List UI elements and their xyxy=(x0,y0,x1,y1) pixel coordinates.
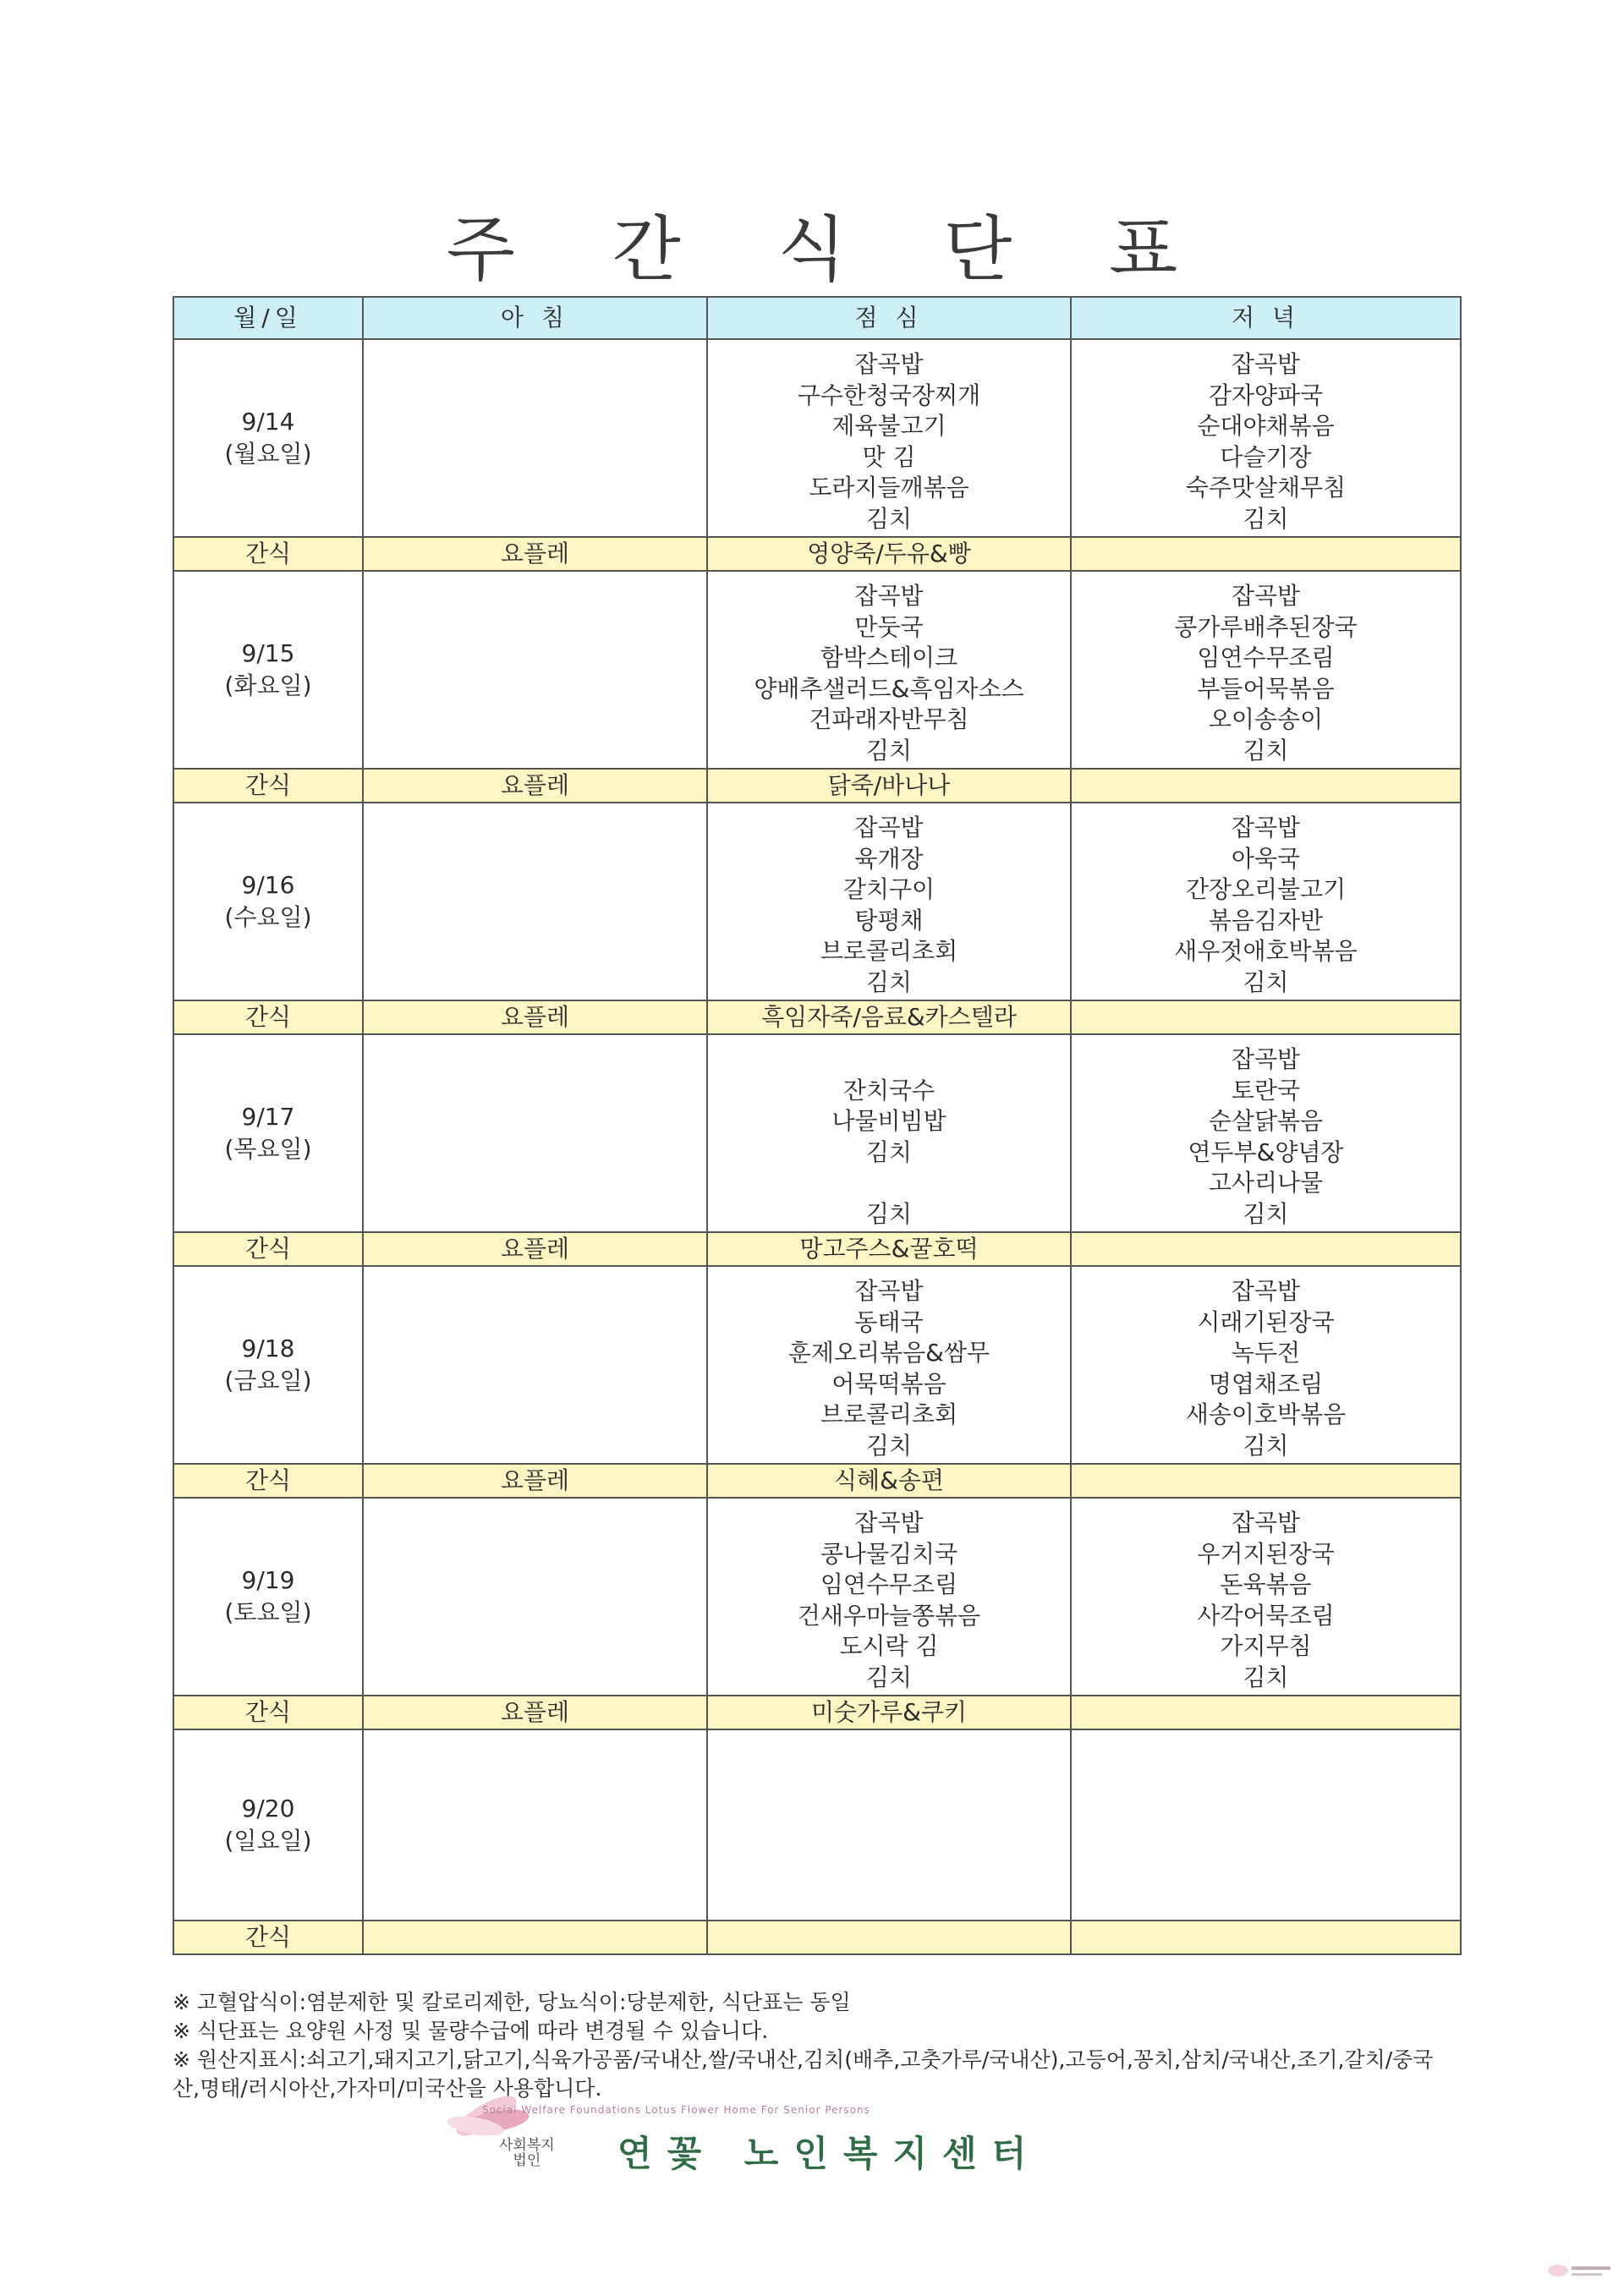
day-row xyxy=(173,339,1461,537)
lunch-cell xyxy=(707,1266,1071,1464)
lunch-item: 양배추샐러드&흑임자소스 xyxy=(754,674,1024,703)
snack-evening xyxy=(1071,1232,1461,1266)
snack-afternoon: 닭죽/바나나 xyxy=(707,769,1071,803)
snack-afternoon: 흑임자죽/음료&카스텔라 xyxy=(707,1000,1071,1034)
snack-morning: 요플레 xyxy=(363,537,707,571)
date-label: 9/18 xyxy=(241,1334,295,1362)
snack-label: 간식 xyxy=(173,1464,363,1498)
lunch-item: 잡곡밥 xyxy=(854,582,924,610)
lunch-item: 잔치국수 xyxy=(842,1076,935,1104)
dinner-cell xyxy=(1071,1266,1461,1464)
snack-row xyxy=(173,537,1461,571)
breakfast-cell xyxy=(363,571,707,769)
weekly-menu-table xyxy=(173,296,1462,1955)
footer-center-name: 연꽃 노인복지센터 xyxy=(617,2133,1042,2174)
dinner-item: 순대야채볶음 xyxy=(1197,412,1335,440)
lunch-item: 맛 김 xyxy=(862,442,916,471)
snack-label: 간식 xyxy=(173,1000,363,1034)
snack-afternoon xyxy=(707,1921,1071,1954)
snack-row xyxy=(173,1000,1461,1034)
dinner-cell xyxy=(1071,339,1461,537)
lunch-item: 잡곡밥 xyxy=(854,814,924,841)
snack-morning: 요플레 xyxy=(363,1696,707,1729)
lunch-item: 브로콜리초회 xyxy=(820,1400,958,1428)
note-change: ※ 식단표는 요양원 사정 및 물량수급에 따라 변경될 수 있습니다. xyxy=(173,2019,769,2043)
snack-morning: 요플레 xyxy=(363,1464,707,1498)
footer-english-name: Social Welfare Foundations Lotus Flower Home For Senior Persons xyxy=(482,2104,870,2116)
lunch-cell xyxy=(707,803,1071,1000)
dinner-item: 숙주맛살채무침 xyxy=(1185,474,1347,501)
lunch-item: 만둣국 xyxy=(854,612,924,641)
snack-afternoon: 망고주스&꿀호떡 xyxy=(707,1232,1071,1266)
lunch-item: 어묵떡볶음 xyxy=(831,1369,946,1398)
date-cell xyxy=(173,1729,363,1921)
breakfast-cell xyxy=(363,1034,707,1232)
dinner-item: 김치 xyxy=(1243,967,1289,996)
dinner-item: 임연수무조림 xyxy=(1197,644,1335,671)
dinner-cell xyxy=(1071,803,1461,1000)
dinner-item: 토란국 xyxy=(1231,1076,1301,1104)
lunch-item: 훈제오리볶음&쌈무 xyxy=(787,1339,990,1367)
dinner-item: 잡곡밥 xyxy=(1231,350,1301,378)
snack-morning: 요플레 xyxy=(363,1232,707,1266)
corner-watermark xyxy=(1546,2258,1614,2287)
snack-row xyxy=(173,1232,1461,1266)
dinner-item: 잡곡밥 xyxy=(1231,1509,1301,1537)
header-date: 월/일 xyxy=(173,297,363,339)
dinner-item: 부들어묵볶음 xyxy=(1197,674,1335,703)
weekday-label: (일요일) xyxy=(224,1827,312,1855)
lunch-item: 제육불고기 xyxy=(831,412,946,440)
lunch-item: 건새우마늘쫑볶음 xyxy=(797,1601,981,1630)
weekday-label: (금요일) xyxy=(224,1367,312,1395)
snack-evening xyxy=(1071,1921,1461,1954)
weekday-label: (수요일) xyxy=(224,903,312,931)
dinner-item: 잡곡밥 xyxy=(1231,814,1301,841)
day-row xyxy=(173,571,1461,769)
footer-legal-top: 사회복지 xyxy=(499,2137,555,2154)
dinner-item: 아욱국 xyxy=(1231,844,1301,873)
dinner-item: 순살닭볶음 xyxy=(1208,1107,1324,1135)
dinner-item: 김치 xyxy=(1243,1663,1289,1691)
lunch-item: 잡곡밥 xyxy=(854,1277,924,1305)
lunch-item: 김치 xyxy=(865,1137,913,1166)
dinner-item: 감자양파국 xyxy=(1208,381,1324,409)
date-label: 9/15 xyxy=(241,639,295,667)
dinner-item: 김치 xyxy=(1243,1431,1289,1460)
dinner-item: 새송이호박볶음 xyxy=(1185,1400,1347,1428)
watermark-logo-icon xyxy=(1546,2258,1614,2283)
dinner-item: 가지무침 xyxy=(1220,1632,1312,1660)
snack-afternoon: 식혜&송편 xyxy=(707,1464,1071,1498)
lunch-item: 김치 xyxy=(865,1663,913,1691)
lunch-item: 도라지들깨볶음 xyxy=(809,474,969,501)
weekday-label: (월요일) xyxy=(224,440,312,468)
dinner-cell xyxy=(1071,1498,1461,1696)
date-cell xyxy=(173,339,363,537)
snack-label: 간식 xyxy=(173,1696,363,1729)
date-label: 9/17 xyxy=(241,1103,295,1131)
weekday-label: (토요일) xyxy=(224,1598,312,1626)
dinner-item: 녹두전 xyxy=(1231,1339,1301,1367)
day-row xyxy=(173,1729,1461,1921)
menu-table-body xyxy=(173,297,1461,1954)
snack-evening xyxy=(1071,537,1461,571)
dinner-item: 김치 xyxy=(1243,504,1289,533)
dinner-item: 사각어묵조림 xyxy=(1197,1601,1335,1630)
dinner-cell xyxy=(1071,1034,1461,1232)
date-cell xyxy=(173,803,363,1000)
breakfast-cell xyxy=(363,803,707,1000)
lunch-cell xyxy=(707,1498,1071,1696)
header-breakfast: 아 침 xyxy=(363,297,707,339)
dinner-item: 연두부&양념장 xyxy=(1188,1137,1344,1166)
snack-row xyxy=(173,769,1461,803)
date-cell xyxy=(173,1266,363,1464)
snack-label: 간식 xyxy=(173,769,363,803)
lunch-item: 김치 xyxy=(865,1199,913,1228)
lunch-cell xyxy=(707,571,1071,769)
lunch-item: 동태국 xyxy=(854,1307,924,1336)
dinner-item: 김치 xyxy=(1243,1199,1289,1228)
lunch-item: 구수한청국장찌개 xyxy=(797,381,981,409)
day-row xyxy=(173,803,1461,1000)
lunch-item: 임연수무조림 xyxy=(820,1570,958,1598)
dinner-item: 돈육볶음 xyxy=(1220,1570,1312,1598)
lunch-cell xyxy=(707,1034,1071,1232)
snack-evening xyxy=(1071,769,1461,803)
lunch-item: 콩나물김치국 xyxy=(820,1539,958,1568)
snack-afternoon: 영양죽/두유&빵 xyxy=(707,537,1071,571)
weekday-label: (목요일) xyxy=(224,1135,312,1163)
lunch-item: 건파래자반무침 xyxy=(809,705,969,733)
dinner-item: 시래기된장국 xyxy=(1197,1307,1335,1336)
page-title: 주 간 식 단 표 xyxy=(446,208,1215,291)
lunch-item: 나물비빔밥 xyxy=(831,1107,946,1135)
snack-label: 간식 xyxy=(173,1921,363,1954)
snack-evening xyxy=(1071,1696,1461,1729)
lunch-item xyxy=(708,1168,1070,1199)
snack-morning: 요플레 xyxy=(363,1000,707,1034)
breakfast-cell xyxy=(363,1729,707,1921)
dinner-item: 잡곡밥 xyxy=(1231,582,1301,610)
breakfast-cell xyxy=(363,339,707,537)
date-cell xyxy=(173,571,363,769)
snack-morning: 요플레 xyxy=(363,769,707,803)
dinner-item: 다슬기장 xyxy=(1220,442,1312,471)
snack-label: 간식 xyxy=(173,1232,363,1266)
date-label: 9/16 xyxy=(241,871,295,899)
header-lunch: 점 심 xyxy=(707,297,1071,339)
dinner-item: 콩가루배추된장국 xyxy=(1174,612,1358,641)
weekday-label: (화요일) xyxy=(224,671,312,699)
day-row xyxy=(173,1266,1461,1464)
lunch-item: 함박스테이크 xyxy=(820,644,958,671)
dinner-item: 고사리나물 xyxy=(1208,1169,1324,1197)
dinner-item: 명엽채조림 xyxy=(1208,1369,1324,1398)
header-dinner: 저 녁 xyxy=(1071,297,1461,339)
table-header-row xyxy=(173,297,1461,339)
lunch-item: 갈치구이 xyxy=(842,875,935,903)
dinner-item: 간장오리불고기 xyxy=(1185,875,1347,903)
lunch-item: 육개장 xyxy=(854,844,924,873)
snack-label: 간식 xyxy=(173,537,363,571)
snack-row xyxy=(173,1921,1461,1954)
date-label: 9/19 xyxy=(241,1566,295,1594)
note-diet: ※ 고혈압식이:염분제한 및 칼로리제한, 당뇨식이:당분제한, 식단표는 동일 xyxy=(173,1990,851,2014)
lunch-item: 김치 xyxy=(865,736,913,764)
lunch-item: 도시락 김 xyxy=(839,1632,939,1660)
footer-legal-bottom: 법인 xyxy=(513,2152,541,2169)
snack-morning xyxy=(363,1921,707,1954)
day-row xyxy=(173,1034,1461,1232)
date-cell xyxy=(173,1498,363,1696)
date-label: 9/14 xyxy=(241,408,295,436)
snack-row xyxy=(173,1464,1461,1498)
dinner-item: 잡곡밥 xyxy=(1231,1045,1301,1073)
breakfast-cell xyxy=(363,1498,707,1696)
day-row xyxy=(173,1498,1461,1696)
snack-row xyxy=(173,1696,1461,1729)
dinner-item: 우거지된장국 xyxy=(1197,1539,1335,1568)
lunch-item: 김치 xyxy=(865,504,913,533)
dinner-item: 김치 xyxy=(1243,736,1289,764)
lunch-item: 브로콜리초회 xyxy=(820,937,958,965)
lunch-item: 김치 xyxy=(865,1431,913,1460)
dinner-item: 새우젓애호박볶음 xyxy=(1174,937,1358,965)
snack-afternoon: 미숫가루&쿠키 xyxy=(707,1696,1071,1729)
snack-evening xyxy=(1071,1464,1461,1498)
footer-legal-type xyxy=(499,2138,555,2168)
lunch-item: 탕평채 xyxy=(854,906,924,934)
lunch-item: 잡곡밥 xyxy=(854,1509,924,1537)
snack-evening xyxy=(1071,1000,1461,1034)
date-label: 9/20 xyxy=(241,1795,295,1822)
note-origin: ※ 원산지표시:쇠고기,돼지고기,닭고기,식육가공품/국내산,쌀/국내산,김치(배추,고춧가루/국내산),고등어,꽁치,삼치/국내산,조기,갈치/중국산,명태/러시아산,가자미/미국산을 사용합니다. xyxy=(173,2047,1434,2101)
dinner-cell xyxy=(1071,571,1461,769)
dinner-cell xyxy=(1071,1729,1461,1921)
dinner-item: 오이송송이 xyxy=(1208,705,1324,733)
breakfast-cell xyxy=(363,1266,707,1464)
lunch-item: 잡곡밥 xyxy=(854,350,924,378)
lunch-item: 김치 xyxy=(865,967,913,996)
dinner-item: 볶음김자반 xyxy=(1208,906,1324,934)
date-cell xyxy=(173,1034,363,1232)
notes-section xyxy=(173,1988,1460,2103)
footer-logo xyxy=(440,2097,1116,2173)
lunch-cell xyxy=(707,1729,1071,1921)
lunch-cell xyxy=(707,339,1071,537)
dinner-item: 잡곡밥 xyxy=(1231,1277,1301,1305)
